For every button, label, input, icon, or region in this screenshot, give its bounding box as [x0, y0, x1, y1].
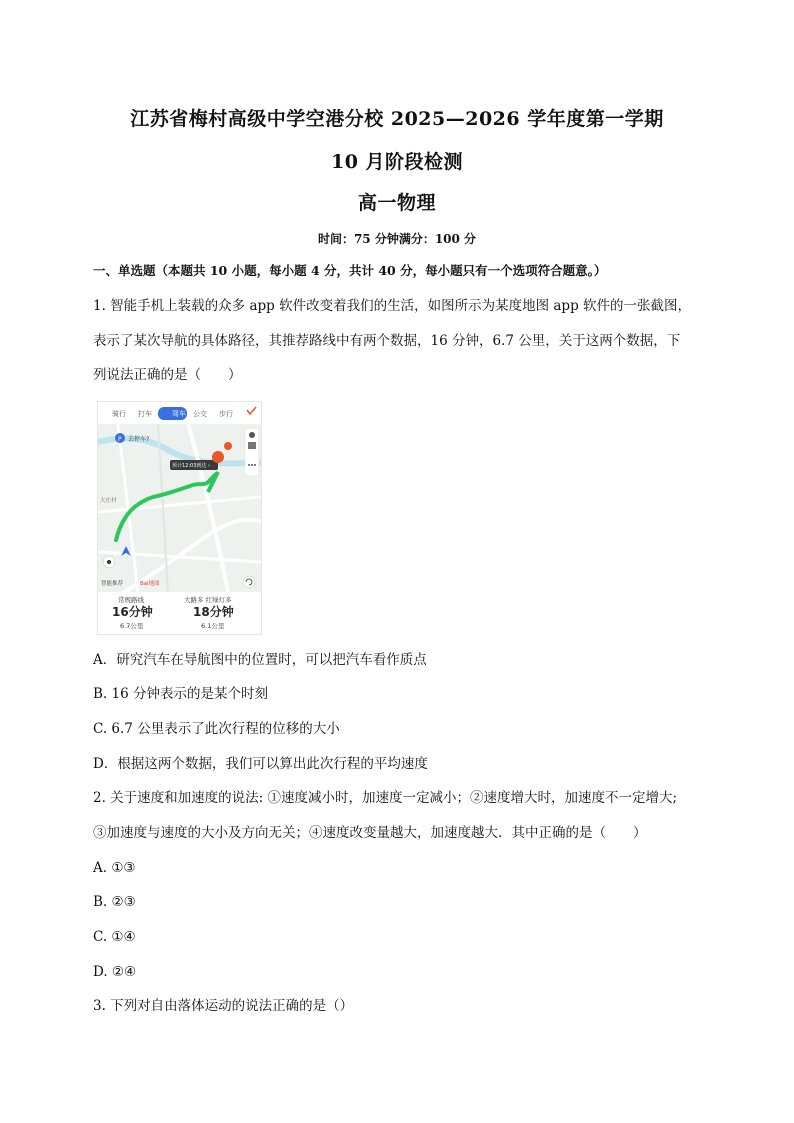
route2-dist: 6.1公里	[201, 622, 225, 630]
exam-subtitle: 10 月阶段检测	[330, 151, 464, 173]
q2-option-c: C. ①④	[93, 929, 136, 945]
q1-option-b: B. 16 分钟表示的是某个时刻	[93, 686, 268, 702]
brand-logo: Bai地图	[140, 581, 160, 587]
route2-time: 18分钟	[193, 605, 234, 619]
map-screenshot	[97, 401, 262, 635]
svg-text:预计12:03到达 ›: 预计12:03到达 ›	[172, 463, 210, 469]
exam-time: 时间：75 分钟满分：100 分	[317, 232, 477, 246]
tab-ride[interactable]: 骑行	[112, 410, 126, 418]
map-figure	[98, 402, 261, 634]
q1-option-c: C. 6.7 公里表示了此次行程的位移的大小	[93, 721, 340, 737]
q1-option-d: D．根据这两个数据，我们可以算出此次行程的平均速度	[93, 756, 428, 772]
svg-text:P: P	[118, 436, 122, 443]
route1-dist: 6.7公里	[120, 622, 144, 630]
destination-marker	[212, 451, 224, 463]
tab-walk[interactable]: 步行	[219, 410, 233, 418]
q2-option-d: D. ②④	[93, 964, 137, 980]
route2-label: 大路多 红绿灯多	[184, 596, 232, 604]
village-label: 大庄村	[100, 498, 117, 504]
q2-option-b: B. ②③	[93, 894, 136, 910]
tab-bus[interactable]: 公交	[193, 410, 207, 418]
q1-line3: 列说法正确的是（ ）	[93, 367, 242, 383]
q1-line2: 表示了某次导航的具体路径，其推荐路线中有两个数据，16 分钟，6.7 公里，关于这两个数据，下	[93, 333, 681, 349]
subject-title: 高一物理	[357, 192, 436, 214]
q1-line1: 1. 智能手机上装载的众多 app 软件改变着我们的生活，如图所示为某度地图 app 软件的一张截图，	[93, 298, 692, 314]
q2-line2: ③加速度与速度的大小及方向无关；④速度改变量越大，加速度越大．其中正确的是（ ）	[93, 825, 647, 841]
tab-taxi[interactable]: 打车	[138, 410, 152, 418]
tab-drive[interactable]: 驾车	[172, 410, 186, 418]
q3-line1: 3. 下列对自由落体运动的说法正确的是（）	[93, 998, 354, 1014]
refresh-button[interactable]	[243, 576, 255, 588]
q1-option-a: A．研究汽车在导航图中的位置时，可以把汽车看作质点	[93, 652, 427, 668]
route1-time: 16分钟	[112, 605, 153, 619]
q2-option-a: A. ①③	[93, 860, 136, 876]
parking-text: 去停车?	[128, 436, 150, 443]
smart-recommend[interactable]: 智能推荐	[101, 581, 124, 587]
route1-label: 常规路线	[118, 596, 144, 604]
section-title: 一、单选题（本题共 10 小题，每小题 4 分，共计 40 分，每小题只有一个选项符合题意。）	[93, 263, 607, 278]
q2-line1: 2. 关于速度和加速度的说法: ①速度减小时，加速度一定减小；②速度增大时，加速度不一定增大;	[93, 790, 678, 806]
exam-title: 江苏省梅村高级中学空港分校 2025—2026 学年度第一学期	[130, 108, 664, 130]
